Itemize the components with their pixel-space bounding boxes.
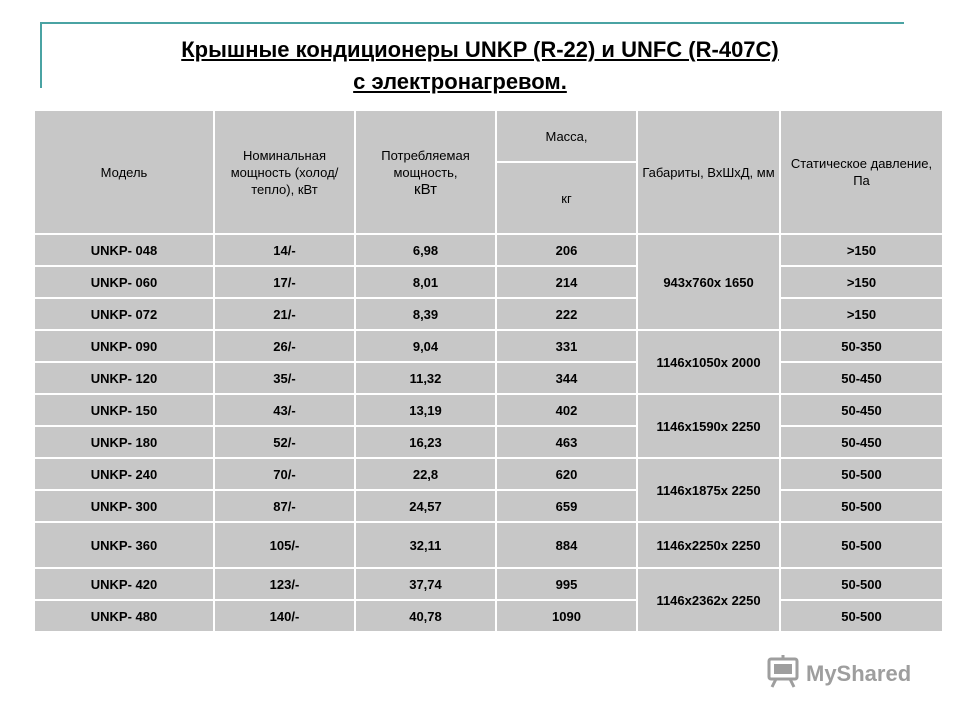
table-row [34,362,943,394]
cell-mass: 331 [496,330,637,362]
cell-mass: 222 [496,298,637,330]
cell-pressure: 50-450 [780,362,943,394]
cell-dimensions: 1146х2362х 2250 [637,568,780,632]
table-row [34,426,943,458]
header-model: Модель [34,110,214,234]
cell-dimensions: 1146х1875х 2250 [637,458,780,522]
cell-model: UNKP- 048 [34,234,214,266]
cell-model: UNKP- 120 [34,362,214,394]
cell-pressure: 50-500 [780,522,943,568]
cell-nominal: 26/- [214,330,355,362]
cell-consumed: 40,78 [355,600,496,632]
header-dimensions: Габариты, ВхШхД, мм [637,110,780,234]
cell-nominal: 52/- [214,426,355,458]
header-consumed-label: Потребляемая мощность, [381,147,470,180]
cell-consumed: 11,32 [355,362,496,394]
header-pressure: Статическое давление, Па [780,110,943,234]
cell-pressure: 50-500 [780,600,943,632]
cell-model: UNKP- 150 [34,394,214,426]
cell-dimensions: 1146х1050х 2000 [637,330,780,394]
cell-model: UNKP- 300 [34,490,214,522]
cell-pressure: >150 [780,266,943,298]
header-consumed-unit: кВт [414,180,437,198]
cell-consumed: 6,98 [355,234,496,266]
cell-model: UNKP- 480 [34,600,214,632]
cell-nominal: 14/- [214,234,355,266]
cell-mass: 995 [496,568,637,600]
cell-nominal: 17/- [214,266,355,298]
cell-mass: 344 [496,362,637,394]
cell-model: UNKP- 240 [34,458,214,490]
cell-dimensions: 943х760х 1650 [637,234,780,330]
cell-pressure: 50-500 [780,568,943,600]
cell-pressure: 50-500 [780,458,943,490]
cell-model: UNKP- 060 [34,266,214,298]
table-row [34,394,943,426]
cell-pressure: 50-500 [780,490,943,522]
spec-table [33,109,944,633]
cell-model: UNKP- 090 [34,330,214,362]
cell-nominal: 123/- [214,568,355,600]
cell-consumed: 24,57 [355,490,496,522]
table-row [34,522,943,568]
cell-consumed: 8,01 [355,266,496,298]
cell-consumed: 8,39 [355,298,496,330]
cell-pressure: 50-450 [780,426,943,458]
header-mass: Масса, [496,110,637,162]
table-row [34,490,943,522]
page-title [40,34,920,98]
watermark-logo [766,656,911,692]
header-row [34,110,943,162]
header-consumed [355,110,496,234]
cell-mass: 884 [496,522,637,568]
cell-mass: 206 [496,234,637,266]
table-row [34,600,943,632]
cell-nominal: 21/- [214,298,355,330]
cell-pressure: 50-350 [780,330,943,362]
table-row [34,458,943,490]
title-line-1: Крышные кондиционеры UNKP (R-22) и UNFC (R-407C) [181,37,779,62]
cell-dimensions: 1146х1590х 2250 [637,394,780,458]
cell-mass: 402 [496,394,637,426]
header-mass-unit: кг [496,162,637,234]
cell-mass: 620 [496,458,637,490]
cell-nominal: 70/- [214,458,355,490]
cell-consumed: 9,04 [355,330,496,362]
cell-model: UNKP- 072 [34,298,214,330]
cell-model: UNKP- 360 [34,522,214,568]
cell-nominal: 35/- [214,362,355,394]
cell-nominal: 140/- [214,600,355,632]
table-row [34,298,943,330]
cell-consumed: 32,11 [355,522,496,568]
cell-pressure: 50-450 [780,394,943,426]
table-row [34,266,943,298]
table-row [34,234,943,266]
cell-mass: 659 [496,490,637,522]
cell-pressure: >150 [780,234,943,266]
cell-consumed: 16,23 [355,426,496,458]
table-row [34,330,943,362]
cell-pressure: >150 [780,298,943,330]
cell-nominal: 87/- [214,490,355,522]
header-nominal: Номинальная мощность (холод/тепло), кВт [214,110,355,234]
table-row [34,568,943,600]
cell-mass: 463 [496,426,637,458]
cell-mass: 1090 [496,600,637,632]
frame-top-line [40,22,904,24]
cell-model: UNKP- 420 [34,568,214,600]
cell-consumed: 13,19 [355,394,496,426]
cell-dimensions: 1146х2250х 2250 [637,522,780,568]
watermark-text: MyShared [806,661,912,686]
presentation-board-icon [766,655,800,694]
cell-nominal: 105/- [214,522,355,568]
cell-model: UNKP- 180 [34,426,214,458]
cell-nominal: 43/- [214,394,355,426]
title-line-2: с электронагревом. [353,69,567,94]
cell-consumed: 22,8 [355,458,496,490]
cell-mass: 214 [496,266,637,298]
cell-consumed: 37,74 [355,568,496,600]
